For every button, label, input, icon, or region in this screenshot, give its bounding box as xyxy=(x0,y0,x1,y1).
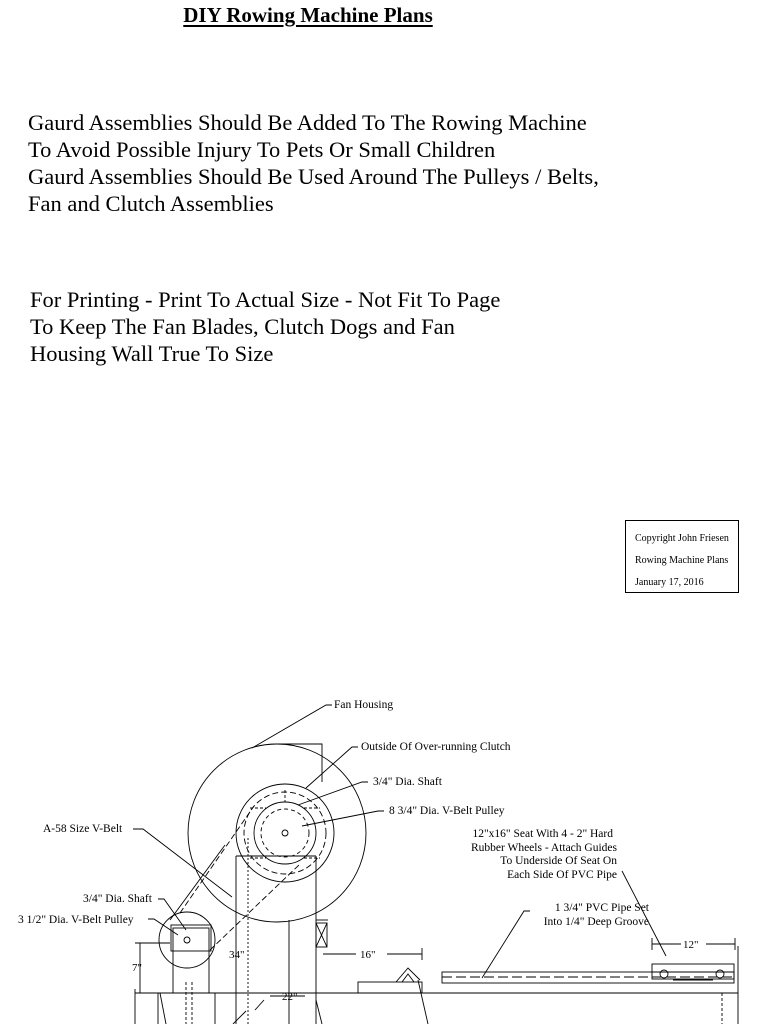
seat-label-line4: Each Side Of PVC Pipe xyxy=(507,869,617,881)
clutch-outer xyxy=(236,784,334,882)
lower-shaft-label: 3/4" Dia. Shaft xyxy=(83,893,152,905)
dimension-12: 12" xyxy=(683,939,699,951)
copyright-owner: Copyright John Friesen xyxy=(635,533,729,544)
printing-line: Housing Wall True To Size xyxy=(30,341,274,366)
printing-line: To Keep The Fan Blades, Clutch Dogs and Fan xyxy=(30,314,455,339)
small-pulley-label: 3 1/2" Dia. V-Belt Pulley xyxy=(18,914,134,926)
pvc-rail xyxy=(442,972,734,983)
page-title: DIY Rowing Machine Plans xyxy=(183,3,433,27)
seat-label-line1: 12"x16" Seat With 4 - 2" Hard xyxy=(472,828,613,840)
warning-line: Gaurd Assemblies Should Be Used Around The Pulleys / Belts, xyxy=(28,164,599,189)
dimension-16: 16" xyxy=(360,949,376,961)
rowing-machine-drawing xyxy=(0,680,768,1024)
fan-housing-shape xyxy=(188,744,366,922)
pvc-label-line2: Into 1/4" Deep Groove xyxy=(543,916,649,928)
dimension-22: 22" xyxy=(282,991,298,1003)
vbelt-label: A-58 Size V-Belt xyxy=(43,823,123,835)
warning-line: Fan and Clutch Assemblies xyxy=(28,191,274,216)
printing-line: For Printing - Print To Actual Size - Not Fit To Page xyxy=(30,287,501,312)
safety-warning xyxy=(28,109,599,217)
vbelt-line xyxy=(180,806,254,913)
seat-label-line3: To Underside Of Seat On xyxy=(500,855,617,867)
clutch-label: Outside Of Over-running Clutch xyxy=(361,741,511,753)
dimension-7: 7" xyxy=(132,962,142,974)
pvc-label-line1: 1 3/4" PVC Pipe Set xyxy=(554,902,649,914)
warning-line: To Avoid Possible Injury To Pets Or Small Children xyxy=(28,137,496,162)
copyright-project: Rowing Machine Plans xyxy=(635,555,729,566)
printing-instructions xyxy=(30,286,500,367)
fan-housing-label: Fan Housing xyxy=(334,699,394,711)
seat-label-line2: Rubber Wheels - Attach Guides xyxy=(470,842,617,854)
copyright-box xyxy=(625,520,739,593)
warning-line: Gaurd Assemblies Should Be Added To The Rowing Machine xyxy=(28,110,587,135)
copyright-date: January 17, 2016 xyxy=(635,577,704,588)
dimension-34: 34" xyxy=(229,949,245,961)
pulley-large-shape xyxy=(254,802,316,864)
large-pulley-label: 8 3/4" Dia. V-Belt Pulley xyxy=(389,805,505,817)
clutch-inner xyxy=(244,792,326,874)
pulley-small-shape xyxy=(159,912,215,968)
upper-shaft-label: 3/4" Dia. Shaft xyxy=(373,776,442,788)
